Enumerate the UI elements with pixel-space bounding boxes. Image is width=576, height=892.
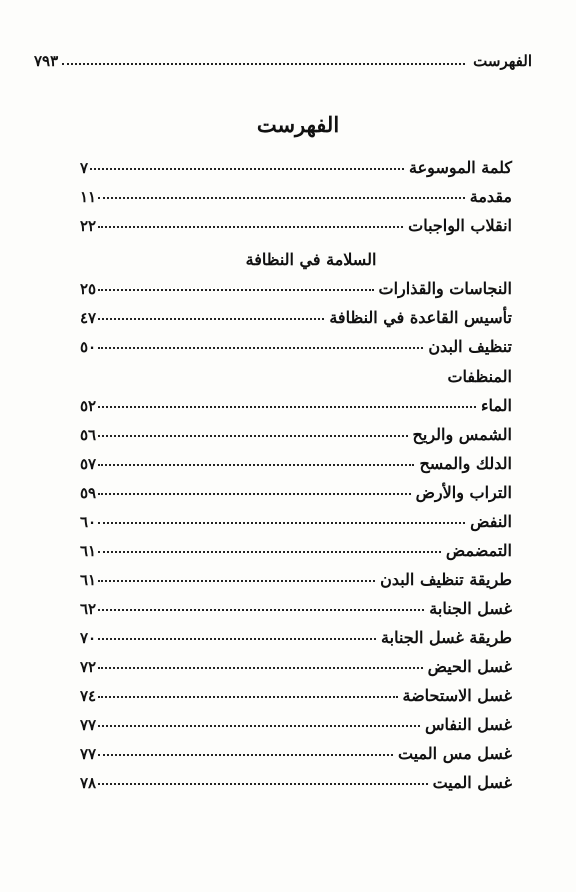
- toc-entry-label: تأسيس القاعدة في النظافة: [329, 308, 512, 327]
- toc-entry-page: ٢٢: [80, 217, 97, 235]
- toc-entry-page: ٥٠: [80, 338, 97, 356]
- toc-entry: [80, 148, 512, 177]
- toc-entry-page: ١١: [80, 188, 97, 206]
- toc-entry: [80, 734, 512, 763]
- toc-entry-label: التمضمض: [445, 541, 512, 560]
- toc-entry-page: ٧٠: [80, 629, 97, 647]
- toc-entry-page: ٥٦: [80, 426, 97, 444]
- toc-entry: [80, 177, 512, 206]
- section-heading: [80, 235, 512, 269]
- dot-leader: [98, 464, 414, 466]
- toc-entry-label: طريقة غسل الجنابة: [381, 628, 512, 647]
- toc-entry-label: طريقة تنظيف البدن: [380, 570, 512, 589]
- dot-leader: [98, 406, 476, 408]
- toc-entry-page: ٤٧: [80, 309, 97, 327]
- dot-leader: [98, 638, 376, 640]
- toc-entry-page: ٧٧: [80, 716, 97, 734]
- toc-entry-page: ٦١: [80, 571, 97, 589]
- toc-entry: [80, 531, 512, 560]
- toc-entry-page: ٥٧: [80, 455, 97, 473]
- toc-entry: [80, 676, 512, 705]
- toc-entry-page: ٧٢: [80, 658, 97, 676]
- dot-leader: [98, 725, 420, 727]
- toc-entry-page: ٧٨: [80, 774, 97, 792]
- header-page-number: ٧٩٣: [34, 52, 59, 70]
- toc-entry-page: ٥٩: [80, 484, 97, 502]
- table-of-contents: [80, 148, 512, 792]
- toc-entry-page: ٦٠: [80, 513, 97, 531]
- toc-entry-label: غسل الاستحاضة: [402, 686, 512, 705]
- toc-group-cleanliness: [80, 269, 512, 356]
- toc-entry: [80, 763, 512, 792]
- toc-entry: [80, 502, 512, 531]
- dot-leader: [98, 754, 393, 756]
- toc-entry-page: ٦١: [80, 542, 97, 560]
- toc-entry-label: الماء: [481, 396, 512, 415]
- toc-entry: [80, 415, 512, 444]
- dot-leader: [98, 667, 422, 669]
- toc-entry-label: غسل مس الميت: [398, 744, 512, 763]
- subsection-title: المنظفات: [447, 367, 512, 386]
- dot-leader: [98, 197, 465, 199]
- toc-entry: [80, 269, 512, 298]
- toc-entry-label: انقلاب الواجبات: [408, 216, 512, 235]
- page-title: الفهرست: [256, 112, 340, 137]
- toc-entry: [80, 444, 512, 473]
- toc-entry-label: الشمس والريح: [412, 425, 512, 444]
- dot-leader: [98, 435, 407, 437]
- dot-leader: [98, 493, 410, 495]
- dot-leader: [98, 522, 465, 524]
- dot-leader: [98, 318, 324, 320]
- section-title: السلامة في النظافة: [245, 250, 377, 269]
- toc-entry: [80, 327, 512, 356]
- toc-entry-page: ٦٢: [80, 600, 97, 618]
- dot-leader: [98, 347, 423, 349]
- toc-entry: [80, 206, 512, 235]
- toc-entry-label: النجاسات والقذارات: [378, 279, 512, 298]
- dot-leader: [98, 609, 424, 611]
- toc-entry-page: ٥٢: [80, 397, 97, 415]
- toc-entry: [80, 298, 512, 327]
- toc-entry: [80, 618, 512, 647]
- toc-entry-page: ٢٥: [80, 280, 97, 298]
- toc-entry-label: مقدمة: [469, 187, 512, 206]
- toc-entry: [80, 705, 512, 734]
- toc-entry-label: غسل الميت: [432, 773, 512, 792]
- header-title: الفهرست: [473, 52, 532, 70]
- toc-entry-label: غسل النفاس: [425, 715, 512, 734]
- toc-entry: [80, 386, 512, 415]
- toc-entry-page: ٧: [80, 159, 89, 177]
- toc-entry-label: غسل الحيض: [427, 657, 512, 676]
- dot-leader: [98, 551, 441, 553]
- toc-group-intro: [80, 148, 512, 235]
- dot-leader: [98, 696, 397, 698]
- dot-leader: [98, 580, 375, 582]
- toc-entry-label: كلمة الموسوعة: [409, 158, 512, 177]
- toc-entry-label: التراب والأرض: [415, 483, 512, 502]
- dot-leader: [90, 168, 404, 170]
- toc-entry-page: ٧٤: [80, 687, 97, 705]
- toc-entry: [80, 560, 512, 589]
- toc-entry: [80, 473, 512, 502]
- dot-leader: [98, 226, 403, 228]
- dot-leader: [98, 289, 373, 291]
- toc-group-cleansers: [80, 386, 512, 792]
- toc-entry: [80, 647, 512, 676]
- toc-entry: [80, 589, 512, 618]
- toc-entry-label: غسل الجنابة: [429, 599, 512, 618]
- toc-entry-label: النفض: [470, 512, 512, 531]
- header-dot-leader: [62, 63, 465, 65]
- running-header: [34, 40, 532, 70]
- toc-entry-page: ٧٧: [80, 745, 97, 763]
- subsection-heading: [80, 356, 512, 386]
- toc-entry-label: تنظيف البدن: [428, 337, 512, 356]
- toc-entry-label: الدلك والمسح: [419, 454, 512, 473]
- dot-leader: [98, 783, 427, 785]
